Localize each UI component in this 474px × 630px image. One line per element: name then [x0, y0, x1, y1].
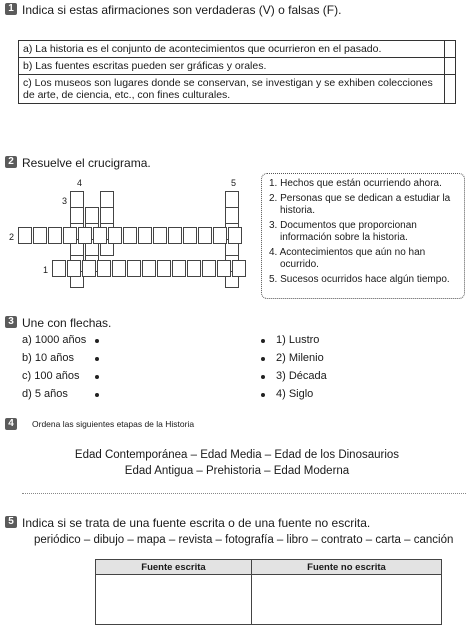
clue-4-cont: ocurrido.	[280, 259, 319, 270]
match-dot-right[interactable]	[261, 375, 265, 379]
answer-line[interactable]	[22, 493, 466, 494]
crossword-cell[interactable]	[67, 260, 81, 277]
match-right-3: 3) Década	[276, 370, 327, 382]
crossword-cell[interactable]	[18, 227, 32, 244]
crossword-cell[interactable]	[157, 260, 171, 277]
crossword-cell[interactable]	[33, 227, 47, 244]
table-row	[19, 75, 456, 104]
statement-b: b) Las fuentes escritas pueden ser gráficas y orales.	[19, 58, 445, 75]
crossword-cell[interactable]	[187, 260, 201, 277]
statement-c: c) Los museos son lugares donde se conservan, se investigan y se exhiben colecciones de arte, de ciencia, etc., con fines culturales.	[19, 75, 445, 104]
crossword-cell[interactable]	[82, 260, 96, 277]
sources-table	[95, 559, 442, 625]
question-2-instruction: Resuelve el crucigrama.	[22, 156, 151, 170]
crossword-cell[interactable]	[228, 227, 242, 244]
crossword-cell[interactable]	[93, 227, 107, 244]
crossword-cell[interactable]	[138, 227, 152, 244]
crossword-cell[interactable]	[70, 207, 84, 224]
crossword-cell[interactable]	[225, 207, 239, 224]
clue-2: 2. Personas que se dedican a estudiar la	[269, 193, 451, 204]
crossword-cell[interactable]	[198, 227, 212, 244]
crossword-cell[interactable]	[78, 227, 92, 244]
grid-number-2: 2	[9, 232, 15, 242]
source-word-list: periódico – dibujo – mapa – revista – fotografía – libro – contrato – carta – canción	[34, 534, 454, 546]
true-false-table	[18, 40, 456, 104]
question-1-instruction: Indica si estas afirmaciones son verdaderas (V) o falsas (F).	[22, 3, 342, 17]
crossword-cell[interactable]	[232, 260, 246, 277]
table-row	[19, 41, 456, 58]
crossword-cell[interactable]	[202, 260, 216, 277]
stages-line-1: Edad Contemporánea – Edad Media – Edad de los Dinosaurios	[74, 449, 400, 461]
crossword-cell[interactable]	[112, 260, 126, 277]
match-dot-right[interactable]	[261, 393, 265, 397]
match-dot-left[interactable]	[95, 393, 99, 397]
crossword-cell[interactable]	[63, 227, 77, 244]
question-number-badge: 5	[5, 516, 17, 528]
match-dot-left[interactable]	[95, 357, 99, 361]
crossword-cell[interactable]	[153, 227, 167, 244]
column-non-written-source: Fuente no escrita	[252, 560, 442, 575]
match-dot-right[interactable]	[261, 339, 265, 343]
match-dot-left[interactable]	[95, 339, 99, 343]
crossword-cell[interactable]	[168, 227, 182, 244]
crossword-cell[interactable]	[97, 260, 111, 277]
table-row	[96, 575, 442, 625]
table-header-row	[96, 560, 442, 575]
clue-3: 3. Documentos que proporcionan	[269, 220, 417, 231]
clue-2-cont: historia.	[280, 205, 316, 216]
crossword-cell[interactable]	[108, 227, 122, 244]
crossword-cell[interactable]	[52, 260, 66, 277]
question-5-instruction: Indica si se trata de una fuente escrita o de una fuente no escrita.	[22, 516, 371, 530]
crossword-cell[interactable]	[100, 207, 114, 224]
answer-box-c[interactable]	[445, 75, 456, 104]
crossword-cell[interactable]	[183, 227, 197, 244]
crossword-cell[interactable]	[85, 207, 99, 224]
clue-4: 4. Acontecimientos que aún no han	[269, 247, 426, 258]
match-left-b: b) 10 años	[22, 352, 74, 364]
grid-number-1: 1	[43, 265, 49, 275]
answer-box-a[interactable]	[445, 41, 456, 58]
crossword-cell[interactable]	[100, 191, 114, 208]
crossword-cell[interactable]	[123, 227, 137, 244]
crossword-clues-box	[261, 173, 465, 299]
crossword-cell[interactable]	[213, 227, 227, 244]
grid-number-4: 4	[77, 178, 83, 188]
match-dot-right[interactable]	[261, 357, 265, 361]
question-3-instruction: Une con flechas.	[22, 316, 112, 330]
crossword-cell[interactable]	[225, 191, 239, 208]
match-right-4: 4) Siglo	[276, 388, 314, 400]
crossword-cell[interactable]	[127, 260, 141, 277]
match-left-c: c) 100 años	[22, 370, 80, 382]
crossword-cell[interactable]	[142, 260, 156, 277]
grid-number-5: 5	[231, 178, 237, 188]
clue-5: 5. Sucesos ocurridos hace algún tiempo.	[269, 274, 450, 285]
table-row	[19, 58, 456, 75]
crossword-cell[interactable]	[217, 260, 231, 277]
question-number-badge: 3	[5, 316, 17, 328]
crossword-cell[interactable]	[172, 260, 186, 277]
match-left-d: d) 5 años	[22, 388, 68, 400]
match-right-2: 2) Milenio	[276, 352, 324, 364]
column-written-source: Fuente escrita	[96, 560, 252, 575]
match-left-a: a) 1000 años	[22, 334, 87, 346]
question-4-instruction: Ordena las siguientes etapas de la Historia	[32, 419, 195, 429]
match-right-1: 1) Lustro	[276, 334, 320, 346]
question-number-badge: 1	[5, 3, 17, 15]
crossword-cell[interactable]	[48, 227, 62, 244]
clue-1: 1. Hechos que están ocurriendo ahora.	[269, 178, 442, 189]
question-number-badge: 2	[5, 156, 17, 168]
non-written-source-cell[interactable]	[252, 575, 442, 625]
question-number-badge: 4	[5, 418, 17, 430]
written-source-cell[interactable]	[96, 575, 252, 625]
crossword-cell[interactable]	[70, 191, 84, 208]
match-dot-left[interactable]	[95, 375, 99, 379]
grid-number-3: 3	[62, 196, 68, 206]
answer-box-b[interactable]	[445, 58, 456, 75]
stages-line-2: Edad Antigua – Prehistoria – Edad Moderna	[124, 465, 350, 477]
clue-3-cont: información sobre la historia.	[280, 232, 408, 243]
statement-a: a) La historia es el conjunto de acontecimientos que ocurrieron en el pasado.	[19, 41, 445, 58]
